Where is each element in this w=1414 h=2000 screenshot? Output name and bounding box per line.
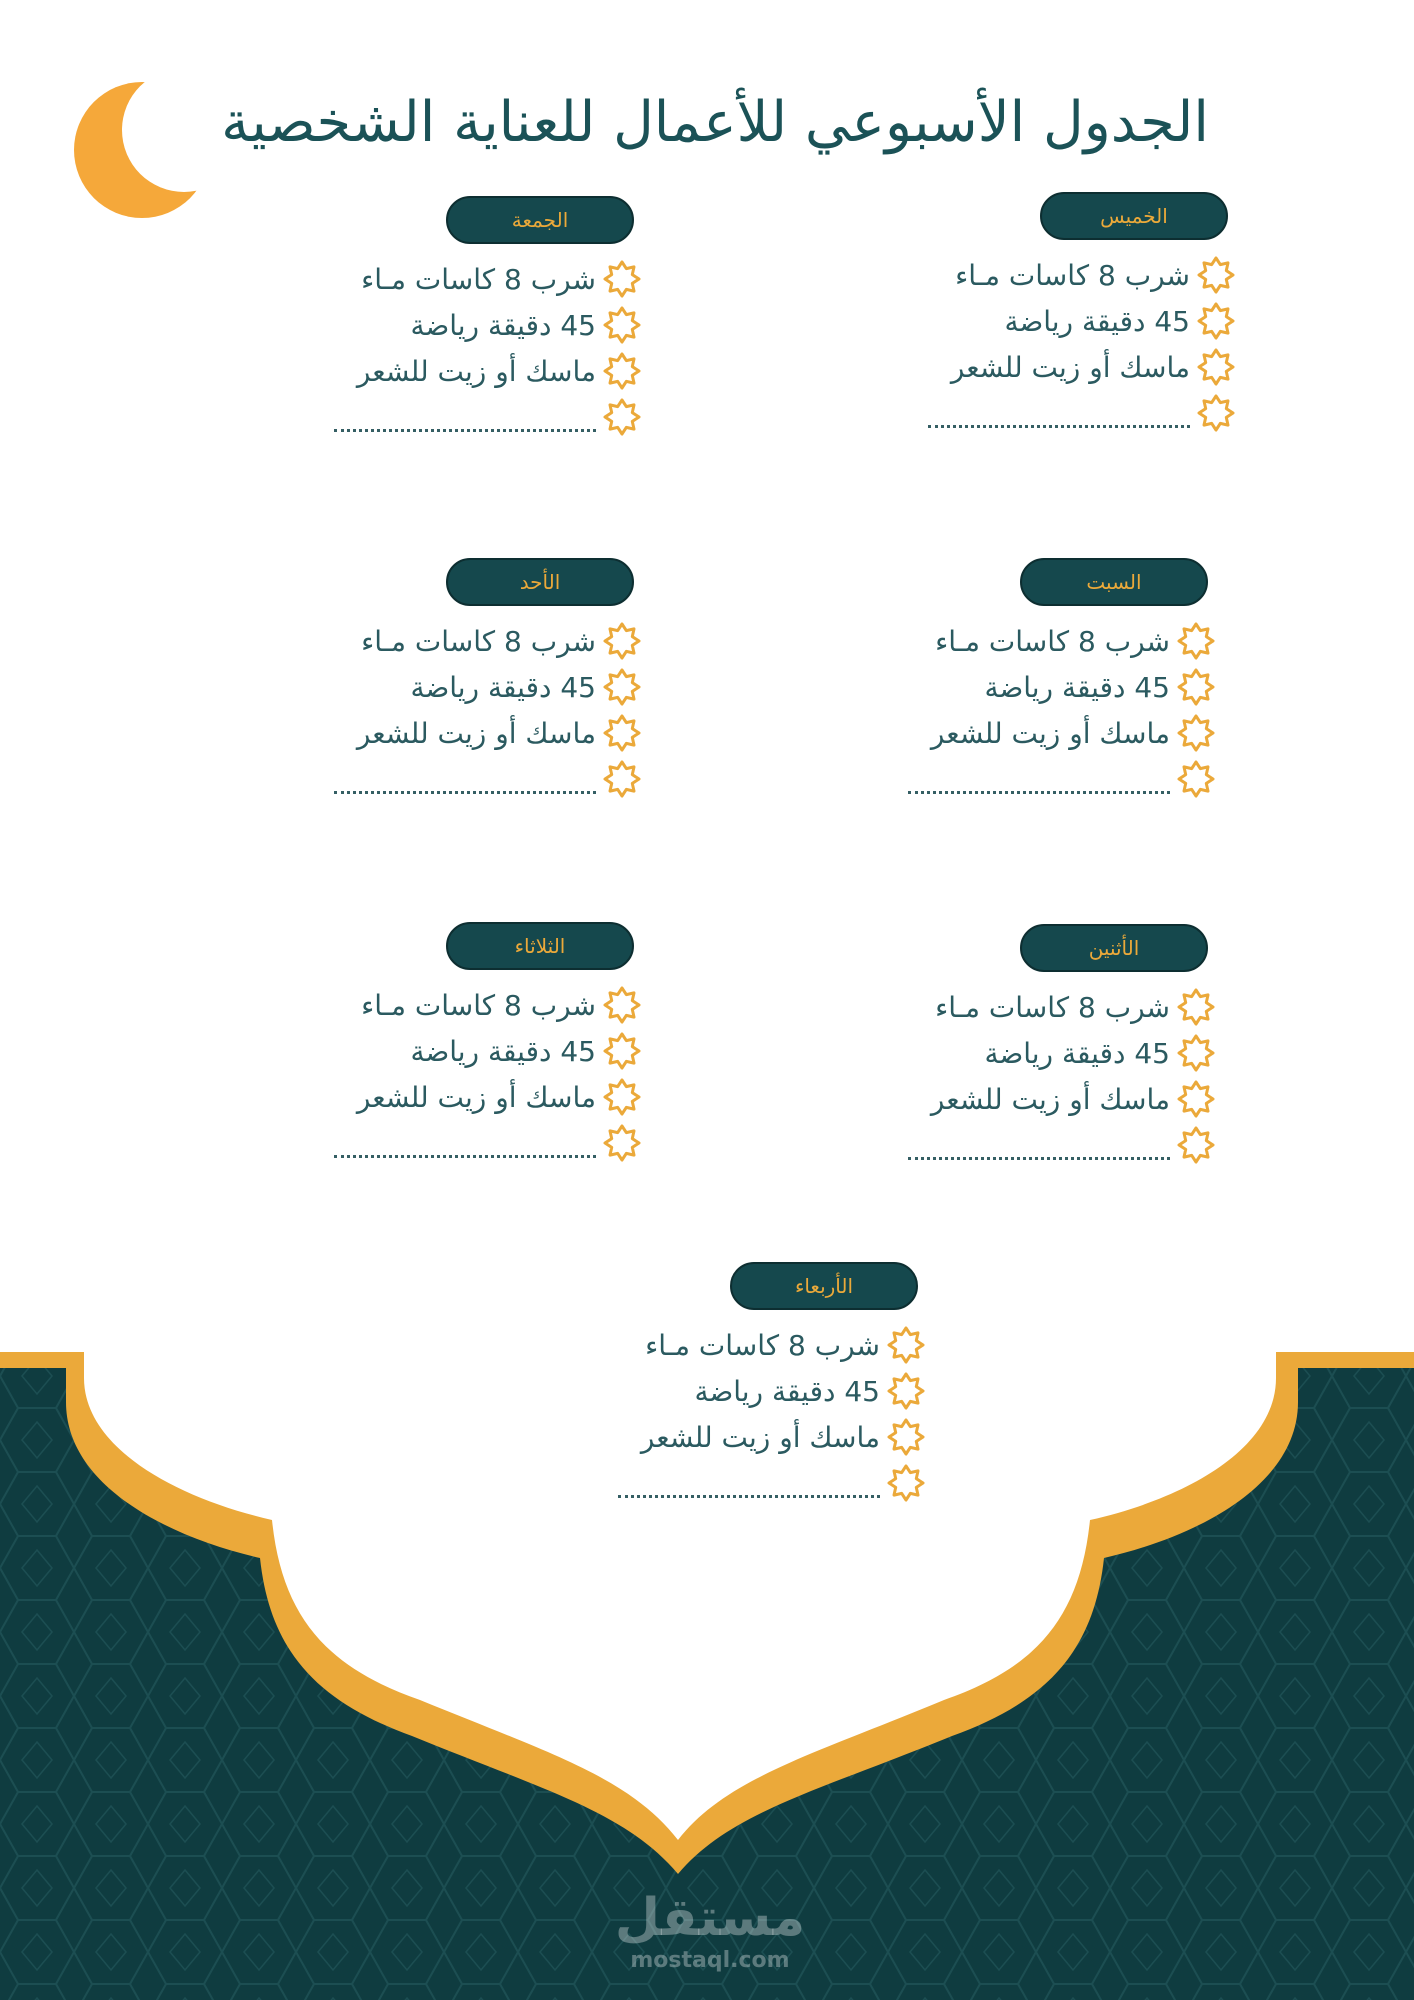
star-icon <box>602 1123 642 1163</box>
task-item <box>322 256 642 302</box>
task-item <box>322 664 642 710</box>
star-icon <box>1196 347 1236 387</box>
star-icon <box>1176 1125 1216 1165</box>
task-text: 45 دقيقة رياضة <box>694 1374 880 1408</box>
task-text: 45 دقيقة رياضة <box>410 308 596 342</box>
star-icon <box>1196 301 1236 341</box>
task-item <box>322 302 642 348</box>
page-title: الجدول الأسبوعي للأعمال للعناية الشخصية <box>221 90 1209 155</box>
task-text: شرب 8 كاسات مـاء <box>361 262 596 296</box>
task-item <box>322 1028 642 1074</box>
task-item <box>606 1322 926 1368</box>
star-icon <box>886 1417 926 1457</box>
blank-line <box>618 1493 880 1498</box>
task-item <box>916 298 1236 344</box>
star-icon <box>886 1463 926 1503</box>
task-text: ماسك أو زيت للشعر <box>356 1080 596 1114</box>
blank-line <box>334 1153 596 1158</box>
star-icon <box>886 1325 926 1365</box>
task-item-blank <box>322 1120 642 1166</box>
task-item <box>896 1076 1216 1122</box>
blank-line <box>908 789 1170 794</box>
task-text: 45 دقيقة رياضة <box>410 1034 596 1068</box>
task-item <box>606 1414 926 1460</box>
day-block-sunday <box>322 558 642 808</box>
blank-line <box>928 423 1190 428</box>
day-block-wednesday <box>606 1262 926 1512</box>
day-label: الثلاثاء <box>446 922 634 970</box>
blank-line <box>334 789 596 794</box>
task-text: شرب 8 كاسات مـاء <box>935 624 1170 658</box>
task-item <box>896 664 1216 710</box>
star-icon <box>602 759 642 799</box>
star-icon <box>602 667 642 707</box>
task-item <box>896 984 1216 1030</box>
task-text: 45 دقيقة رياضة <box>1004 304 1190 338</box>
day-label: الأثنين <box>1020 924 1208 972</box>
star-icon <box>602 397 642 437</box>
star-icon <box>602 621 642 661</box>
day-block-monday <box>896 924 1216 1174</box>
star-icon <box>1196 393 1236 433</box>
watermark-arabic: مستقل <box>614 1888 806 1948</box>
task-item <box>322 348 642 394</box>
task-item-blank <box>916 390 1236 436</box>
blank-line <box>908 1155 1170 1160</box>
star-icon <box>1176 1033 1216 1073</box>
task-item-blank <box>322 394 642 440</box>
blank-line <box>334 427 596 432</box>
task-item <box>322 982 642 1028</box>
day-block-saturday <box>896 558 1216 808</box>
task-text: 45 دقيقة رياضة <box>984 1036 1170 1070</box>
star-icon <box>1196 255 1236 295</box>
task-item <box>896 618 1216 664</box>
task-text: ماسك أو زيت للشعر <box>640 1420 880 1454</box>
star-icon <box>602 1031 642 1071</box>
star-icon <box>886 1371 926 1411</box>
task-text: ماسك أو زيت للشعر <box>950 350 1190 384</box>
star-icon <box>1176 759 1216 799</box>
task-item <box>916 252 1236 298</box>
star-icon <box>602 351 642 391</box>
star-icon <box>602 713 642 753</box>
star-icon <box>602 259 642 299</box>
task-item <box>322 618 642 664</box>
task-text: شرب 8 كاسات مـاء <box>361 988 596 1022</box>
task-item <box>916 344 1236 390</box>
task-item-blank <box>322 756 642 802</box>
task-text: 45 دقيقة رياضة <box>984 670 1170 704</box>
task-item <box>896 710 1216 756</box>
watermark <box>590 1888 830 1974</box>
day-block-tuesday <box>322 922 642 1172</box>
task-text: ماسك أو زيت للشعر <box>930 1082 1170 1116</box>
star-icon <box>1176 713 1216 753</box>
star-icon <box>1176 667 1216 707</box>
task-text: شرب 8 كاسات مـاء <box>361 624 596 658</box>
day-label: السبت <box>1020 558 1208 606</box>
day-label: الخميس <box>1040 192 1228 240</box>
day-block-friday <box>322 196 642 446</box>
task-item <box>896 1030 1216 1076</box>
star-icon <box>1176 987 1216 1027</box>
task-item-blank <box>896 1122 1216 1168</box>
star-icon <box>602 305 642 345</box>
task-item-blank <box>896 756 1216 802</box>
watermark-latin: mostaql.com <box>630 1948 790 1973</box>
task-item-blank <box>606 1460 926 1506</box>
task-text: شرب 8 كاسات مـاء <box>645 1328 880 1362</box>
star-icon <box>602 985 642 1025</box>
task-item <box>322 710 642 756</box>
star-icon <box>1176 1079 1216 1119</box>
star-icon <box>602 1077 642 1117</box>
task-item <box>322 1074 642 1120</box>
task-text: ماسك أو زيت للشعر <box>930 716 1170 750</box>
task-text: ماسك أو زيت للشعر <box>356 354 596 388</box>
day-block-thursday <box>916 192 1236 442</box>
day-label: الأحد <box>446 558 634 606</box>
task-text: شرب 8 كاسات مـاء <box>935 990 1170 1024</box>
day-label: الأربعاء <box>730 1262 918 1310</box>
star-icon <box>1176 621 1216 661</box>
task-text: 45 دقيقة رياضة <box>410 670 596 704</box>
task-text: شرب 8 كاسات مـاء <box>955 258 1190 292</box>
task-text: ماسك أو زيت للشعر <box>356 716 596 750</box>
day-label: الجمعة <box>446 196 634 244</box>
task-item <box>606 1368 926 1414</box>
